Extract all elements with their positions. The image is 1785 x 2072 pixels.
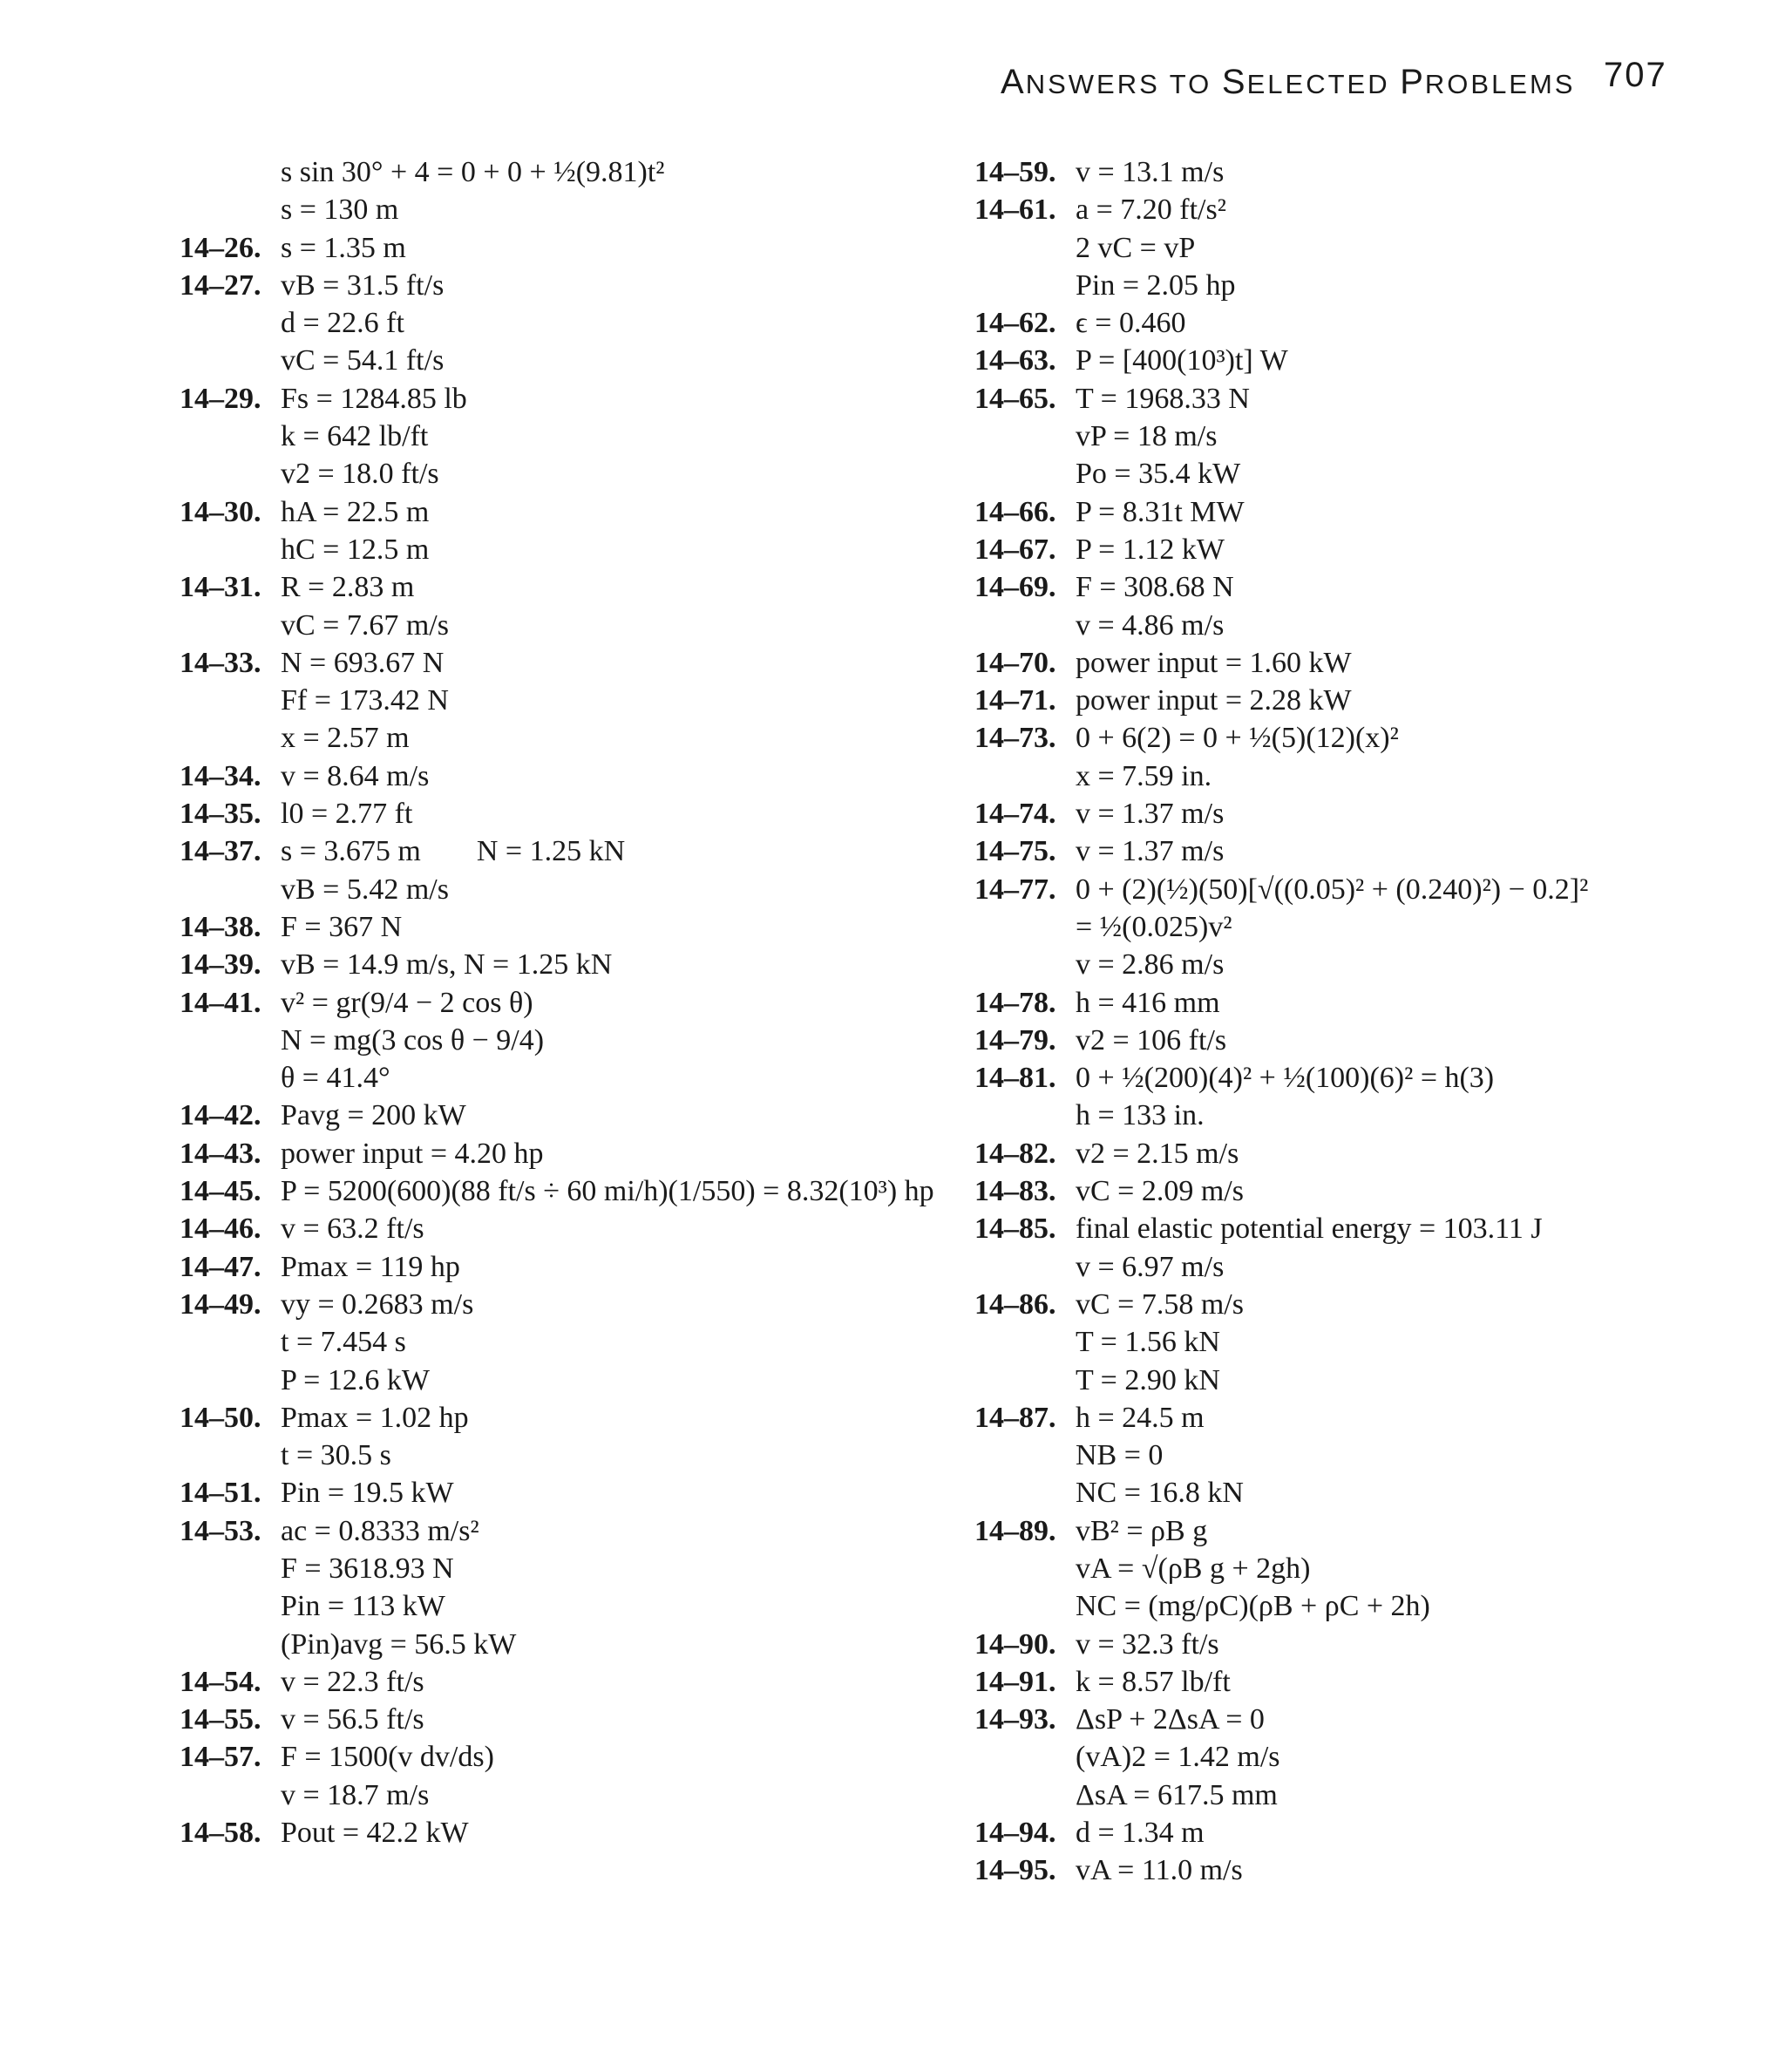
answer-text: ΔsA = 617.5 mm	[1076, 1778, 1278, 1811]
answer-text: 0 + ½(200)(4)² + ½(100)(6)² = h(3)	[1076, 1062, 1495, 1095]
problem-number: 14–30.	[180, 495, 261, 528]
answer-entry	[180, 1814, 947, 1851]
answer-text: vB² = ρB g	[1076, 1514, 1208, 1547]
answer-entry	[180, 342, 947, 379]
answer-entry	[974, 832, 1741, 870]
answer-entry	[180, 1210, 947, 1247]
answer-entry	[180, 1022, 947, 1059]
answer-text: s = 130 m	[281, 194, 399, 227]
answer-entry	[974, 1814, 1741, 1851]
problem-number: 14–27.	[180, 268, 261, 302]
problem-number: 14–89.	[974, 1514, 1056, 1547]
answer-entry	[974, 1362, 1741, 1399]
answer-text: P = 5200(600)(88 ft/s ÷ 60 mi/h)(1/550) = 8.32(10³) hp	[281, 1175, 934, 1208]
answer-entry	[974, 1587, 1741, 1625]
answer-entry	[974, 153, 1741, 191]
header-cap-a: A	[1001, 63, 1026, 101]
problem-number: 14–77.	[974, 873, 1056, 906]
answer-entry	[974, 493, 1741, 531]
answer-text-secondary: N = 1.25 kN	[476, 835, 626, 868]
answer-entry	[974, 1399, 1741, 1437]
problem-number: 14–93.	[974, 1703, 1056, 1736]
answer-text: Po = 35.4 kW	[1076, 458, 1241, 491]
problem-number: 14–69.	[974, 571, 1056, 604]
answer-entry	[180, 153, 947, 191]
header-word-selected: ELECTED	[1246, 69, 1401, 99]
answer-text: power input = 1.60 kW	[1076, 646, 1352, 679]
answer-entry	[974, 946, 1741, 983]
answer-text: hC = 12.5 m	[281, 533, 430, 566]
answer-entry	[180, 682, 947, 719]
problem-number: 14–86.	[974, 1287, 1056, 1321]
answer-entry	[180, 719, 947, 757]
answer-text: s = 1.35 m	[281, 231, 406, 264]
answer-entry	[974, 191, 1741, 228]
answer-entry	[974, 984, 1741, 1022]
answer-text: Fs = 1284.85 lb	[281, 382, 467, 415]
answer-text: F = 308.68 N	[1076, 571, 1234, 604]
answer-text: v = 22.3 ft/s	[281, 1665, 424, 1698]
problem-number: 14–79.	[974, 1023, 1056, 1056]
answer-entry	[974, 1437, 1741, 1474]
answer-entry	[180, 757, 947, 795]
answer-entry	[180, 191, 947, 228]
answer-text: Pavg = 200 kW	[281, 1099, 466, 1132]
answer-text: Ff = 173.42 N	[281, 684, 449, 717]
answer-entry	[180, 832, 947, 870]
problem-number: 14–33.	[180, 646, 261, 679]
answer-text: v2 = 106 ft/s	[1076, 1023, 1227, 1056]
problem-number: 14–51.	[180, 1477, 261, 1510]
answer-text: vA = 11.0 m/s	[1076, 1854, 1243, 1887]
answer-text: NB = 0	[1076, 1439, 1164, 1472]
answer-entry	[974, 871, 1741, 908]
problem-number: 14–75.	[974, 835, 1056, 868]
answer-text: v² = gr(9/4 − 2 cos θ)	[281, 986, 533, 1019]
answer-text: x = 2.57 m	[281, 722, 410, 755]
answer-entry	[974, 607, 1741, 644]
answer-text: Pmax = 119 hp	[281, 1250, 460, 1283]
answer-text: t = 7.454 s	[281, 1326, 406, 1359]
answer-entry	[974, 1550, 1741, 1587]
answer-text: vP = 18 m/s	[1076, 420, 1218, 453]
answer-entry	[180, 1626, 947, 1663]
answer-text: P = 1.12 kW	[1076, 533, 1225, 566]
answer-text: vB = 31.5 ft/s	[281, 268, 445, 302]
answer-entry	[974, 1663, 1741, 1701]
answer-text: F = 1500(v dv/ds)	[281, 1741, 494, 1774]
answer-text: h = 24.5 m	[1076, 1401, 1205, 1434]
answer-text: v = 2.86 m/s	[1076, 948, 1225, 982]
problem-number: 14–85.	[974, 1213, 1056, 1246]
answer-text: v = 18.7 m/s	[281, 1778, 430, 1811]
answer-text: k = 642 lb/ft	[281, 420, 429, 453]
answer-entry	[180, 1738, 947, 1776]
problem-number: 14–81.	[974, 1062, 1056, 1095]
answer-text: v = 6.97 m/s	[1076, 1250, 1225, 1283]
answer-text: v = 56.5 ft/s	[281, 1703, 424, 1736]
problem-number: 14–91.	[974, 1665, 1056, 1698]
answer-text: ΔsP + 2ΔsA = 0	[1076, 1703, 1265, 1736]
problem-number: 14–74.	[974, 798, 1056, 831]
answer-text: NC = 16.8 kN	[1076, 1477, 1244, 1510]
problem-number: 14–65.	[974, 382, 1056, 415]
problem-number: 14–54.	[180, 1665, 261, 1698]
answer-entry	[180, 1248, 947, 1286]
answer-text: 0 + 6(2) = 0 + ½(5)(12)(x)²	[1076, 722, 1399, 755]
answer-text: d = 1.34 m	[1076, 1817, 1205, 1850]
answer-text: (Pin)avg = 56.5 kW	[281, 1627, 517, 1661]
answer-text: vC = 54.1 ft/s	[281, 344, 445, 377]
answer-text: ϵ = 0.460	[1076, 307, 1186, 340]
answer-text: v2 = 2.15 m/s	[1076, 1137, 1239, 1170]
answer-entry	[974, 719, 1741, 757]
answer-entry	[180, 984, 947, 1022]
answer-entry	[180, 1362, 947, 1399]
answer-entry	[974, 1738, 1741, 1776]
answer-entry	[974, 568, 1741, 606]
problem-number: 14–58.	[180, 1817, 261, 1850]
problem-number: 14–62.	[974, 307, 1056, 340]
problem-number: 14–41.	[180, 986, 261, 1019]
problem-number: 14–35.	[180, 798, 261, 831]
answer-text: v = 32.3 ft/s	[1076, 1627, 1219, 1661]
answer-entry	[180, 908, 947, 946]
problem-number: 14–43.	[180, 1137, 261, 1170]
problem-number: 14–45.	[180, 1175, 261, 1208]
answer-entry	[180, 229, 947, 267]
answer-text: vA = √(ρB g + 2gh)	[1076, 1552, 1311, 1585]
answer-entry	[974, 229, 1741, 267]
answer-text: vC = 7.67 m/s	[281, 608, 449, 642]
answer-entry	[180, 493, 947, 531]
answer-entry	[974, 1851, 1741, 1889]
answer-text: vB = 14.9 m/s, N = 1.25 kN	[281, 948, 613, 982]
answer-entry	[974, 1626, 1741, 1663]
answer-entry	[974, 1776, 1741, 1814]
answer-entry	[180, 1587, 947, 1625]
problem-number: 14–31.	[180, 571, 261, 604]
problem-number: 14–70.	[974, 646, 1056, 679]
answer-text: Pout = 42.2 kW	[281, 1817, 469, 1850]
answer-entry	[180, 1323, 947, 1361]
answer-text: h = 416 mm	[1076, 986, 1220, 1019]
problem-number: 14–50.	[180, 1401, 261, 1434]
problem-number: 14–55.	[180, 1703, 261, 1736]
answer-text: h = 133 in.	[1076, 1099, 1205, 1132]
answer-text: Pin = 2.05 hp	[1076, 268, 1236, 302]
answer-text: vC = 7.58 m/s	[1076, 1287, 1244, 1321]
left-answer-column	[180, 153, 947, 1851]
answer-entry	[180, 946, 947, 983]
answer-entry	[974, 757, 1741, 795]
answer-text: T = 1.56 kN	[1076, 1326, 1220, 1359]
answer-entry	[180, 871, 947, 908]
answer-text: v = 8.64 m/s	[281, 759, 430, 792]
answer-entry	[180, 1512, 947, 1550]
answer-entry	[180, 531, 947, 568]
answer-entry	[180, 1474, 947, 1512]
problem-number: 14–78.	[974, 986, 1056, 1019]
answer-entry	[974, 644, 1741, 682]
problem-number: 14–38.	[180, 910, 261, 943]
answer-text: R = 2.83 m	[281, 571, 415, 604]
problem-number: 14–61.	[974, 194, 1056, 227]
problem-number: 14–94.	[974, 1817, 1056, 1850]
problem-number: 14–53.	[180, 1514, 261, 1547]
answer-entry	[180, 1663, 947, 1701]
answer-text: F = 3618.93 N	[281, 1552, 454, 1585]
answer-text: v2 = 18.0 ft/s	[281, 458, 439, 491]
problem-number: 14–63.	[974, 344, 1056, 377]
answer-entry	[974, 1210, 1741, 1247]
problem-number: 14–34.	[180, 759, 261, 792]
problem-number: 14–71.	[974, 684, 1056, 717]
answer-entry	[180, 1135, 947, 1172]
answer-text: = ½(0.025)v²	[1076, 910, 1232, 943]
answer-text: N = 693.67 N	[281, 646, 445, 679]
problem-number: 14–90.	[974, 1627, 1056, 1661]
answer-entry	[974, 455, 1741, 493]
problem-number: 14–42.	[180, 1099, 261, 1132]
answer-entry	[180, 1286, 947, 1323]
answer-text: N = mg(3 cos θ − 9/4)	[281, 1023, 545, 1056]
answer-text: P = [400(10³)t] W	[1076, 344, 1288, 377]
answer-entry	[180, 418, 947, 455]
answer-text: t = 30.5 s	[281, 1439, 391, 1472]
answer-text: l0 = 2.77 ft	[281, 798, 413, 831]
answer-entry	[974, 1323, 1741, 1361]
answer-entry	[974, 1512, 1741, 1550]
answer-entry	[974, 908, 1741, 946]
answer-entry	[180, 455, 947, 493]
problem-number: 14–47.	[180, 1250, 261, 1283]
answer-entry	[180, 1172, 947, 1210]
answer-text: v = 1.37 m/s	[1076, 835, 1225, 868]
problem-number: 14–73.	[974, 722, 1056, 755]
answer-entry	[180, 1059, 947, 1097]
answer-entry	[180, 1399, 947, 1437]
answer-text: θ = 41.4°	[281, 1062, 390, 1095]
answer-entry	[180, 1097, 947, 1134]
answer-entry	[180, 1550, 947, 1587]
answer-text: v = 13.1 m/s	[1076, 156, 1225, 188]
answer-entry	[974, 342, 1741, 379]
answer-text: a = 7.20 ft/s²	[1076, 194, 1226, 227]
problem-number: 14–66.	[974, 495, 1056, 528]
answer-entry	[974, 1248, 1741, 1286]
answer-entry	[974, 418, 1741, 455]
answer-entry	[180, 644, 947, 682]
problem-number: 14–46.	[180, 1213, 261, 1246]
answer-text: v = 4.86 m/s	[1076, 608, 1225, 642]
answer-entry	[974, 1135, 1741, 1172]
answer-text: Pin = 113 kW	[281, 1590, 445, 1623]
answer-text: F = 367 N	[281, 910, 403, 943]
problem-number: 14–49.	[180, 1287, 261, 1321]
answer-entry	[974, 380, 1741, 418]
problem-number: 14–83.	[974, 1175, 1056, 1208]
header-word-problems: ROBLEMS	[1424, 69, 1576, 99]
problem-number: 14–67.	[974, 533, 1056, 566]
answer-entry	[180, 1701, 947, 1738]
answer-entry	[180, 380, 947, 418]
page-number: 707	[1604, 56, 1667, 94]
answer-text: (vA)2 = 1.42 m/s	[1076, 1741, 1280, 1774]
answer-text: power input = 4.20 hp	[281, 1137, 544, 1170]
answer-entry	[974, 267, 1741, 304]
answer-entry	[974, 1022, 1741, 1059]
header-cap-s: S	[1221, 63, 1247, 101]
problem-number: 14–59.	[974, 156, 1056, 188]
answer-entry	[974, 1701, 1741, 1738]
answer-text: Pmax = 1.02 hp	[281, 1401, 469, 1434]
problem-number: 14–29.	[180, 382, 261, 415]
answer-text: x = 7.59 in.	[1076, 759, 1212, 792]
answer-text: vC = 2.09 m/s	[1076, 1175, 1244, 1208]
answer-entry	[974, 682, 1741, 719]
answer-text: NC = (mg/ρC)(ρB + ρC + 2h)	[1076, 1590, 1430, 1623]
answer-text: P = 8.31t MW	[1076, 495, 1245, 528]
problem-number: 14–87.	[974, 1401, 1056, 1434]
answer-text: hA = 22.5 m	[281, 495, 430, 528]
answer-text: Pin = 19.5 kW	[281, 1477, 454, 1510]
answer-text: P = 12.6 kW	[281, 1363, 430, 1396]
answer-entry	[974, 1474, 1741, 1512]
answer-text: final elastic potential energy = 103.11 J	[1076, 1213, 1543, 1246]
answer-entry	[974, 1097, 1741, 1134]
answer-text: power input = 2.28 kW	[1076, 684, 1352, 717]
answer-text: ac = 0.8333 m/s²	[281, 1514, 479, 1547]
problem-number: 14–57.	[180, 1741, 261, 1774]
answer-entry	[180, 607, 947, 644]
answer-text: T = 1968.33 N	[1076, 382, 1250, 415]
problem-number: 14–37.	[180, 835, 261, 868]
answer-entry	[974, 531, 1741, 568]
answer-entry	[180, 568, 947, 606]
problem-number: 14–26.	[180, 231, 261, 264]
answer-entry	[180, 1437, 947, 1474]
answer-entry	[974, 304, 1741, 342]
running-header	[1001, 63, 1576, 102]
answer-entry	[180, 1776, 947, 1814]
answer-text: s sin 30° + 4 = 0 + 0 + ½(9.81)t²	[281, 156, 665, 188]
answer-text: T = 2.90 kN	[1076, 1363, 1220, 1396]
right-answer-column	[974, 153, 1741, 1890]
header-cap-p: P	[1400, 63, 1425, 101]
problem-number: 14–95.	[974, 1854, 1056, 1887]
answer-text: vB = 5.42 m/s	[281, 873, 449, 906]
answer-text: 0 + (2)(½)(50)[√((0.05)² + (0.240)²) − 0.2]²	[1076, 873, 1589, 906]
answer-text: v = 63.2 ft/s	[281, 1213, 424, 1246]
answer-text: s = 3.675 m	[281, 835, 421, 868]
answer-entry	[974, 795, 1741, 832]
answer-entry	[974, 1059, 1741, 1097]
answer-entry	[180, 304, 947, 342]
answer-entry	[974, 1172, 1741, 1210]
answer-entry	[974, 1286, 1741, 1323]
answer-text: 2 vC = vP	[1076, 231, 1196, 264]
answer-entry	[180, 795, 947, 832]
answer-text: k = 8.57 lb/ft	[1076, 1665, 1231, 1698]
answer-text: d = 22.6 ft	[281, 307, 404, 340]
answer-text: v = 1.37 m/s	[1076, 798, 1225, 831]
problem-number: 14–82.	[974, 1137, 1056, 1170]
problem-number: 14–39.	[180, 948, 261, 982]
answer-entry	[180, 267, 947, 304]
answer-text: vy = 0.2683 m/s	[281, 1287, 474, 1321]
header-word-answers: NSWERS TO	[1025, 69, 1222, 99]
